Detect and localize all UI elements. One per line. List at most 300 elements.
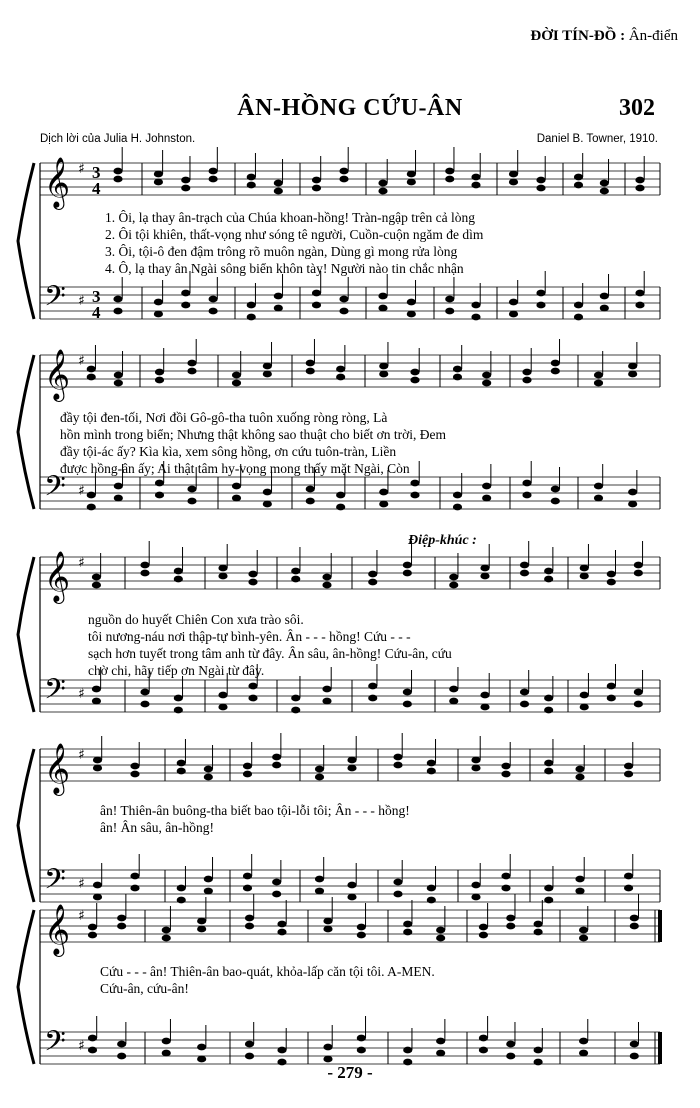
- notehead: [378, 188, 387, 195]
- notehead: [277, 921, 286, 928]
- lyric-line: nguồn do huyết Chiên Con xưa trào sôi.: [88, 612, 304, 627]
- notehead: [509, 299, 518, 306]
- brace: [18, 163, 34, 319]
- sharp-sign: ♯: [78, 686, 85, 702]
- notehead: [243, 763, 252, 770]
- notehead: [357, 1035, 366, 1042]
- notehead: [453, 374, 462, 381]
- notehead: [534, 929, 543, 936]
- notehead: [263, 489, 272, 496]
- notehead: [522, 377, 531, 384]
- notehead: [92, 698, 101, 705]
- notehead: [204, 774, 213, 781]
- sharp-sign: ♯: [78, 1038, 85, 1054]
- notehead: [162, 935, 171, 942]
- notehead: [607, 695, 616, 702]
- notehead: [336, 492, 345, 499]
- notehead: [607, 571, 616, 578]
- notehead: [154, 179, 163, 186]
- notehead: [88, 1047, 97, 1054]
- section-subtitle: Ân-điển: [628, 28, 678, 44]
- final-barline-thick: [658, 1032, 662, 1064]
- notehead: [445, 168, 454, 175]
- notehead: [154, 171, 163, 178]
- notehead: [174, 707, 183, 714]
- notehead: [181, 302, 190, 309]
- notehead: [630, 915, 639, 922]
- notehead: [506, 915, 515, 922]
- final-barline-thick: [658, 910, 662, 942]
- notehead: [209, 296, 218, 303]
- notehead: [628, 363, 637, 370]
- notehead: [544, 760, 553, 767]
- notehead: [579, 927, 588, 934]
- notehead: [187, 486, 196, 493]
- notehead: [544, 576, 553, 583]
- notehead: [247, 302, 256, 309]
- notehead: [87, 366, 96, 373]
- lyric-line: Cứu-ân, cứu-ân!: [100, 981, 189, 996]
- notehead: [379, 489, 388, 496]
- notehead: [218, 573, 227, 580]
- notehead: [594, 380, 603, 387]
- notehead: [403, 921, 412, 928]
- notehead: [162, 1050, 171, 1057]
- notehead: [117, 923, 126, 930]
- notehead: [607, 683, 616, 690]
- lyric-line: 4. Ô, lạ thay ân Ngài sông biển khôn tày! Người nào tin chắc nhận: [105, 261, 464, 276]
- lyric-line: được hồng-ân ấy; Ai thật tâm hy-vọng mong thấy mặt Ngài, Còn: [60, 461, 410, 476]
- notehead: [130, 771, 139, 778]
- notehead: [181, 185, 190, 192]
- notehead: [93, 765, 102, 772]
- notehead: [272, 891, 281, 898]
- bass-clef: 𝄢: [44, 470, 66, 510]
- notehead: [449, 582, 458, 589]
- notehead: [436, 1050, 445, 1057]
- notehead: [427, 768, 436, 775]
- time-signature-top: 3: [92, 163, 101, 182]
- notehead: [551, 498, 560, 505]
- notehead: [93, 757, 102, 764]
- notehead: [580, 573, 589, 580]
- notehead: [579, 1050, 588, 1057]
- notehead: [177, 768, 186, 775]
- notehead: [580, 565, 589, 572]
- notehead: [393, 762, 402, 769]
- sharp-sign: ♯: [78, 876, 85, 892]
- notehead: [453, 366, 462, 373]
- notehead: [522, 369, 531, 376]
- notehead: [544, 568, 553, 575]
- notehead: [322, 686, 331, 693]
- notehead: [357, 932, 366, 939]
- lyric-line: 1. Ôi, lạ thay ân-trạch của Chúa khoan-hồng! Tràn-ngập trên cả lòng: [105, 210, 476, 225]
- notehead: [272, 754, 281, 761]
- notehead: [453, 504, 462, 511]
- notehead: [263, 371, 272, 378]
- notehead: [506, 1053, 515, 1060]
- notehead: [624, 873, 633, 880]
- notehead: [347, 882, 356, 889]
- notehead: [407, 179, 416, 186]
- notehead: [544, 768, 553, 775]
- notehead: [347, 757, 356, 764]
- bass-clef: 𝄢: [44, 673, 66, 713]
- notehead: [245, 923, 254, 930]
- notehead: [248, 579, 257, 586]
- notehead: [482, 372, 491, 379]
- notehead: [436, 1038, 445, 1045]
- lyric-line: 3. Ôi, tội-ô đen đậm trông rõ muôn ngàn, Dùng gì mong rửa lòng: [105, 244, 458, 259]
- treble-clef: 𝄞: [44, 904, 71, 955]
- notehead: [322, 574, 331, 581]
- notehead: [628, 501, 637, 508]
- notehead: [368, 683, 377, 690]
- notehead: [403, 562, 412, 569]
- lyric-line: 2. Ôi tội khiên, thất-vọng như sóng tê người, Cuồn-cuộn ngăm đe dìm: [105, 227, 484, 242]
- notehead: [274, 293, 283, 300]
- notehead: [155, 377, 164, 384]
- notehead: [140, 570, 149, 577]
- notehead: [449, 686, 458, 693]
- notehead: [634, 570, 643, 577]
- notehead: [232, 372, 241, 379]
- treble-clef: 𝄞: [44, 349, 71, 400]
- notehead: [635, 185, 644, 192]
- notehead: [323, 926, 332, 933]
- notehead: [407, 311, 416, 318]
- notehead: [480, 704, 489, 711]
- notehead: [449, 698, 458, 705]
- notehead: [130, 885, 139, 892]
- notehead: [368, 695, 377, 702]
- notehead: [471, 757, 480, 764]
- notehead: [534, 1047, 543, 1054]
- notehead: [232, 495, 241, 502]
- notehead: [88, 932, 97, 939]
- notehead: [379, 363, 388, 370]
- sharp-sign: ♯: [78, 353, 85, 369]
- notehead: [155, 369, 164, 376]
- notehead: [551, 486, 560, 493]
- section-title: ĐỜI TÍN-ĐỒ :: [530, 28, 626, 44]
- notehead: [575, 888, 584, 895]
- notehead: [574, 302, 583, 309]
- notehead: [600, 180, 609, 187]
- notehead: [574, 174, 583, 181]
- notehead: [634, 701, 643, 708]
- notehead: [501, 771, 510, 778]
- notehead: [630, 1053, 639, 1060]
- notehead: [248, 695, 257, 702]
- notehead: [243, 873, 252, 880]
- notehead: [87, 504, 96, 511]
- notehead: [315, 774, 324, 781]
- notehead: [580, 692, 589, 699]
- notehead: [630, 923, 639, 930]
- notehead: [480, 573, 489, 580]
- notehead: [339, 168, 348, 175]
- notehead: [509, 179, 518, 186]
- notehead: [92, 574, 101, 581]
- notehead: [114, 380, 123, 387]
- notehead: [117, 1041, 126, 1048]
- notehead: [197, 926, 206, 933]
- notehead: [87, 492, 96, 499]
- notehead: [113, 168, 122, 175]
- notehead: [277, 1047, 286, 1054]
- notehead: [263, 363, 272, 370]
- notehead: [177, 897, 186, 904]
- notehead: [204, 766, 213, 773]
- notehead: [247, 174, 256, 181]
- lyric-line: tôi nương-náu nơi thập-tự bình-yên. Ân - - - hồng! Cứu - - -: [88, 629, 411, 644]
- hymn-title: ÂN-HỒNG CỨU-ÂN: [237, 95, 463, 121]
- notehead: [174, 568, 183, 575]
- notehead: [522, 480, 531, 487]
- notehead: [247, 314, 256, 321]
- notehead: [272, 879, 281, 886]
- notehead: [403, 689, 412, 696]
- notehead: [410, 480, 419, 487]
- notehead: [155, 480, 164, 487]
- notehead: [209, 176, 218, 183]
- sharp-sign: ♯: [78, 555, 85, 571]
- notehead: [594, 495, 603, 502]
- notehead: [306, 360, 315, 367]
- notehead: [140, 562, 149, 569]
- notehead: [544, 695, 553, 702]
- time-signature-bottom: 4: [92, 179, 101, 198]
- notehead: [634, 562, 643, 569]
- notehead: [630, 1041, 639, 1048]
- notehead: [479, 932, 488, 939]
- notehead: [197, 1044, 206, 1051]
- notehead: [245, 915, 254, 922]
- notehead: [291, 707, 300, 714]
- notehead: [130, 763, 139, 770]
- notehead: [306, 486, 315, 493]
- lyric-line: sạch hơn tuyết trong tâm anh từ đây. Ân sâu, ân-hồng! Cứu-ân, cứu: [88, 646, 452, 661]
- notehead: [482, 380, 491, 387]
- brace: [18, 355, 34, 509]
- notehead: [347, 894, 356, 901]
- notehead: [628, 371, 637, 378]
- notehead: [197, 918, 206, 925]
- notehead: [93, 882, 102, 889]
- notehead: [378, 293, 387, 300]
- notehead: [187, 360, 196, 367]
- notehead: [509, 311, 518, 318]
- notehead: [368, 571, 377, 578]
- notehead: [403, 570, 412, 577]
- time-signature-bottom: 4: [92, 303, 101, 322]
- bass-clef: 𝄢: [44, 280, 66, 320]
- notehead: [624, 771, 633, 778]
- notehead: [536, 302, 545, 309]
- notehead: [536, 177, 545, 184]
- notehead: [113, 176, 122, 183]
- lyric-line: chờ chi, hãy tiếp ơn Ngài từ đây.: [88, 663, 265, 678]
- notehead: [306, 368, 315, 375]
- notehead: [204, 888, 213, 895]
- notehead: [501, 885, 510, 892]
- lyric-line: đầy tội-ác ấy? Kìa kìa, xem sông hồng, ơn cứu tuôn-tràn, Liền: [60, 444, 397, 459]
- notehead: [245, 1041, 254, 1048]
- notehead: [506, 1041, 515, 1048]
- sharp-sign: ♯: [78, 908, 85, 924]
- treble-clef: 𝄞: [44, 743, 71, 794]
- notehead: [594, 372, 603, 379]
- notehead: [624, 885, 633, 892]
- notehead: [635, 302, 644, 309]
- notehead: [322, 698, 331, 705]
- notehead: [218, 692, 227, 699]
- notehead: [323, 918, 332, 925]
- notehead: [177, 885, 186, 892]
- notehead: [92, 686, 101, 693]
- notehead: [479, 924, 488, 931]
- notehead: [575, 766, 584, 773]
- notehead: [607, 579, 616, 586]
- page-number: - 279 -: [327, 1063, 373, 1082]
- notehead: [480, 692, 489, 699]
- notehead: [520, 701, 529, 708]
- notehead: [575, 774, 584, 781]
- notehead: [534, 921, 543, 928]
- composer-credit: Daniel B. Towner, 1910.: [536, 133, 658, 145]
- lyric-line: đầy tội đen-tối, Nơi đồi Gô-gô-tha tuôn xuống ròng ròng, Là: [60, 410, 388, 425]
- notehead: [594, 483, 603, 490]
- notehead: [291, 695, 300, 702]
- notehead: [312, 185, 321, 192]
- notehead: [315, 888, 324, 895]
- notehead: [218, 704, 227, 711]
- notehead: [479, 1047, 488, 1054]
- notehead: [544, 897, 553, 904]
- notehead: [117, 1053, 126, 1060]
- notehead: [336, 366, 345, 373]
- notehead: [117, 915, 126, 922]
- notehead: [393, 891, 402, 898]
- notehead: [315, 766, 324, 773]
- notehead: [245, 1053, 254, 1060]
- notehead: [482, 495, 491, 502]
- notehead: [357, 924, 366, 931]
- notehead: [628, 489, 637, 496]
- notehead: [154, 299, 163, 306]
- notehead: [218, 565, 227, 572]
- notehead: [436, 927, 445, 934]
- notehead: [323, 1044, 332, 1051]
- notehead: [634, 689, 643, 696]
- notehead: [471, 894, 480, 901]
- notehead: [243, 885, 252, 892]
- notehead: [579, 935, 588, 942]
- notehead: [600, 188, 609, 195]
- notehead: [471, 174, 480, 181]
- notehead: [155, 492, 164, 499]
- translator-credit: Dịch lời của Julia H. Johnston.: [40, 133, 196, 145]
- notehead: [339, 308, 348, 315]
- notehead: [471, 302, 480, 309]
- notehead: [506, 923, 515, 930]
- lyric-line: ân! Ân sâu, ân-hồng!: [100, 820, 214, 835]
- notehead: [471, 314, 480, 321]
- notehead: [520, 689, 529, 696]
- notehead: [379, 371, 388, 378]
- notehead: [379, 501, 388, 508]
- notehead: [243, 771, 252, 778]
- notehead: [187, 498, 196, 505]
- notehead: [520, 562, 529, 569]
- notehead: [551, 368, 560, 375]
- notehead: [445, 296, 454, 303]
- notehead: [232, 483, 241, 490]
- notehead: [410, 369, 419, 376]
- notehead: [403, 1047, 412, 1054]
- notehead: [501, 763, 510, 770]
- notehead: [181, 177, 190, 184]
- notehead: [378, 305, 387, 312]
- notehead: [181, 290, 190, 297]
- notehead: [536, 290, 545, 297]
- sharp-sign: ♯: [78, 747, 85, 763]
- notehead: [209, 168, 218, 175]
- notehead: [378, 180, 387, 187]
- notehead: [427, 897, 436, 904]
- notehead: [471, 182, 480, 189]
- notehead: [347, 765, 356, 772]
- notehead: [445, 308, 454, 315]
- notehead: [393, 879, 402, 886]
- lyric-line: hồn mình trong biển; Nhưng thật không sao thuật cho biết ơn trời, Đem: [60, 427, 447, 442]
- notehead: [339, 296, 348, 303]
- notehead: [162, 927, 171, 934]
- notehead: [368, 579, 377, 586]
- notehead: [579, 1038, 588, 1045]
- notehead: [209, 308, 218, 315]
- notehead: [427, 760, 436, 767]
- notehead: [339, 176, 348, 183]
- notehead: [393, 754, 402, 761]
- notehead: [322, 582, 331, 589]
- notehead: [336, 504, 345, 511]
- notehead: [410, 377, 419, 384]
- refrain-label: Điệp-khúc :: [408, 533, 477, 548]
- notehead: [315, 876, 324, 883]
- notehead: [407, 299, 416, 306]
- notehead: [88, 1035, 97, 1042]
- notehead: [93, 894, 102, 901]
- notehead: [187, 368, 196, 375]
- notehead: [248, 683, 257, 690]
- notehead: [197, 1056, 206, 1063]
- notehead: [580, 704, 589, 711]
- notehead: [291, 576, 300, 583]
- notehead: [471, 882, 480, 889]
- notehead: [291, 568, 300, 575]
- sharp-sign: ♯: [78, 161, 85, 177]
- notehead: [336, 374, 345, 381]
- notehead: [140, 701, 149, 708]
- notehead: [407, 171, 416, 178]
- notehead: [536, 185, 545, 192]
- notehead: [114, 483, 123, 490]
- notehead: [306, 498, 315, 505]
- notehead: [114, 372, 123, 379]
